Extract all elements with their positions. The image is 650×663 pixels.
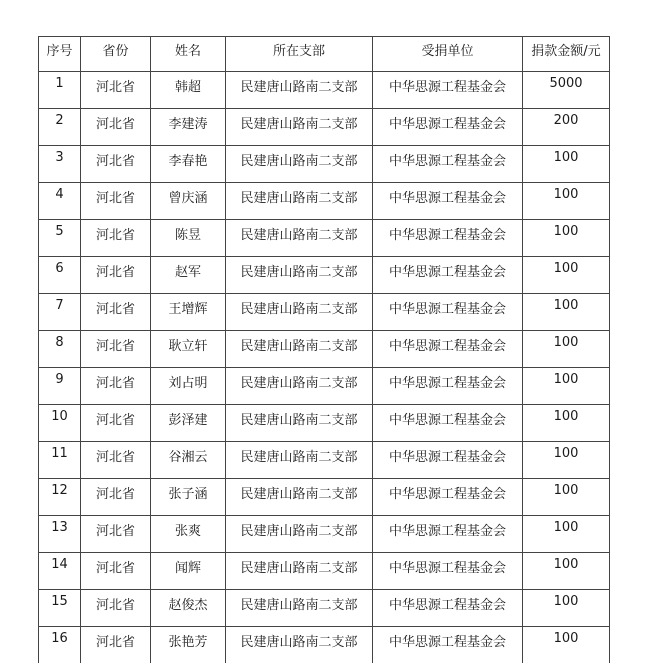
cell-name: 闻辉 [151, 553, 226, 590]
cell-serial-number: 1 [39, 72, 81, 109]
cell-amount: 100 [523, 220, 610, 257]
cell-amount: 100 [523, 146, 610, 183]
cell-name: 李建涛 [151, 109, 226, 146]
cell-recipient: 中华思源工程基金会 [373, 183, 523, 220]
cell-branch: 民建唐山路南二支部 [226, 257, 373, 294]
cell-province: 河北省 [81, 146, 151, 183]
cell-amount: 5000 [523, 72, 610, 109]
cell-branch: 民建唐山路南二支部 [226, 331, 373, 368]
cell-province: 河北省 [81, 516, 151, 553]
cell-serial-number: 15 [39, 590, 81, 627]
header-recipient: 受捐单位 [373, 37, 523, 72]
cell-serial-number: 16 [39, 627, 81, 663]
cell-amount: 100 [523, 442, 610, 479]
header-name: 姓名 [151, 37, 226, 72]
cell-branch: 民建唐山路南二支部 [226, 294, 373, 331]
cell-serial-number: 3 [39, 146, 81, 183]
cell-province: 河北省 [81, 442, 151, 479]
table-body [39, 72, 610, 663]
cell-branch: 民建唐山路南二支部 [226, 183, 373, 220]
cell-name: 谷湘云 [151, 442, 226, 479]
table-row [39, 183, 610, 220]
cell-serial-number: 4 [39, 183, 81, 220]
cell-amount: 100 [523, 368, 610, 405]
cell-recipient: 中华思源工程基金会 [373, 72, 523, 109]
cell-recipient: 中华思源工程基金会 [373, 146, 523, 183]
table-row [39, 368, 610, 405]
header-row [39, 37, 610, 72]
cell-amount: 100 [523, 516, 610, 553]
cell-province: 河北省 [81, 220, 151, 257]
cell-amount: 100 [523, 627, 610, 663]
cell-amount: 100 [523, 294, 610, 331]
header-province: 省份 [81, 37, 151, 72]
cell-province: 河北省 [81, 294, 151, 331]
cell-amount: 100 [523, 405, 610, 442]
cell-branch: 民建唐山路南二支部 [226, 220, 373, 257]
table-row [39, 331, 610, 368]
cell-province: 河北省 [81, 553, 151, 590]
cell-recipient: 中华思源工程基金会 [373, 405, 523, 442]
cell-amount: 100 [523, 257, 610, 294]
cell-province: 河北省 [81, 331, 151, 368]
cell-branch: 民建唐山路南二支部 [226, 109, 373, 146]
cell-recipient: 中华思源工程基金会 [373, 590, 523, 627]
cell-amount: 100 [523, 183, 610, 220]
table-row [39, 72, 610, 109]
cell-recipient: 中华思源工程基金会 [373, 442, 523, 479]
header-serial-number: 序号 [39, 37, 81, 72]
cell-serial-number: 8 [39, 331, 81, 368]
cell-branch: 民建唐山路南二支部 [226, 516, 373, 553]
cell-serial-number: 12 [39, 479, 81, 516]
cell-name: 张子涵 [151, 479, 226, 516]
cell-recipient: 中华思源工程基金会 [373, 553, 523, 590]
cell-province: 河北省 [81, 627, 151, 663]
table-row [39, 220, 610, 257]
cell-name: 耿立轩 [151, 331, 226, 368]
table-row [39, 442, 610, 479]
donation-table [38, 36, 610, 663]
cell-serial-number: 5 [39, 220, 81, 257]
cell-branch: 民建唐山路南二支部 [226, 368, 373, 405]
cell-name: 彭泽建 [151, 405, 226, 442]
cell-name: 曾庆涵 [151, 183, 226, 220]
table-row [39, 516, 610, 553]
table-row [39, 590, 610, 627]
table-row [39, 146, 610, 183]
cell-recipient: 中华思源工程基金会 [373, 368, 523, 405]
cell-recipient: 中华思源工程基金会 [373, 257, 523, 294]
cell-recipient: 中华思源工程基金会 [373, 627, 523, 663]
cell-name: 李春艳 [151, 146, 226, 183]
cell-name: 张艳芳 [151, 627, 226, 663]
cell-serial-number: 6 [39, 257, 81, 294]
cell-amount: 100 [523, 479, 610, 516]
cell-province: 河北省 [81, 257, 151, 294]
table-row [39, 553, 610, 590]
cell-province: 河北省 [81, 72, 151, 109]
cell-province: 河北省 [81, 109, 151, 146]
cell-recipient: 中华思源工程基金会 [373, 331, 523, 368]
cell-serial-number: 7 [39, 294, 81, 331]
table-row [39, 479, 610, 516]
cell-recipient: 中华思源工程基金会 [373, 516, 523, 553]
cell-province: 河北省 [81, 368, 151, 405]
cell-province: 河北省 [81, 590, 151, 627]
cell-branch: 民建唐山路南二支部 [226, 627, 373, 663]
cell-name: 赵俊杰 [151, 590, 226, 627]
table-row [39, 109, 610, 146]
cell-amount: 100 [523, 590, 610, 627]
cell-province: 河北省 [81, 405, 151, 442]
cell-amount: 100 [523, 331, 610, 368]
table-row [39, 627, 610, 663]
cell-serial-number: 13 [39, 516, 81, 553]
cell-serial-number: 10 [39, 405, 81, 442]
cell-branch: 民建唐山路南二支部 [226, 72, 373, 109]
cell-recipient: 中华思源工程基金会 [373, 220, 523, 257]
cell-province: 河北省 [81, 479, 151, 516]
cell-serial-number: 2 [39, 109, 81, 146]
cell-province: 河北省 [81, 183, 151, 220]
cell-branch: 民建唐山路南二支部 [226, 479, 373, 516]
cell-branch: 民建唐山路南二支部 [226, 590, 373, 627]
cell-amount: 100 [523, 553, 610, 590]
cell-recipient: 中华思源工程基金会 [373, 479, 523, 516]
header-branch: 所在支部 [226, 37, 373, 72]
cell-amount: 200 [523, 109, 610, 146]
cell-branch: 民建唐山路南二支部 [226, 442, 373, 479]
cell-branch: 民建唐山路南二支部 [226, 405, 373, 442]
table-header [39, 37, 610, 72]
cell-name: 张爽 [151, 516, 226, 553]
cell-name: 韩超 [151, 72, 226, 109]
cell-serial-number: 14 [39, 553, 81, 590]
cell-recipient: 中华思源工程基金会 [373, 109, 523, 146]
table-row [39, 257, 610, 294]
table-row [39, 405, 610, 442]
cell-name: 陈昱 [151, 220, 226, 257]
cell-recipient: 中华思源工程基金会 [373, 294, 523, 331]
cell-branch: 民建唐山路南二支部 [226, 553, 373, 590]
cell-branch: 民建唐山路南二支部 [226, 146, 373, 183]
cell-name: 王增辉 [151, 294, 226, 331]
cell-name: 刘占明 [151, 368, 226, 405]
cell-name: 赵军 [151, 257, 226, 294]
header-amount: 捐款金额/元 [523, 37, 610, 72]
table-row [39, 294, 610, 331]
cell-serial-number: 9 [39, 368, 81, 405]
cell-serial-number: 11 [39, 442, 81, 479]
